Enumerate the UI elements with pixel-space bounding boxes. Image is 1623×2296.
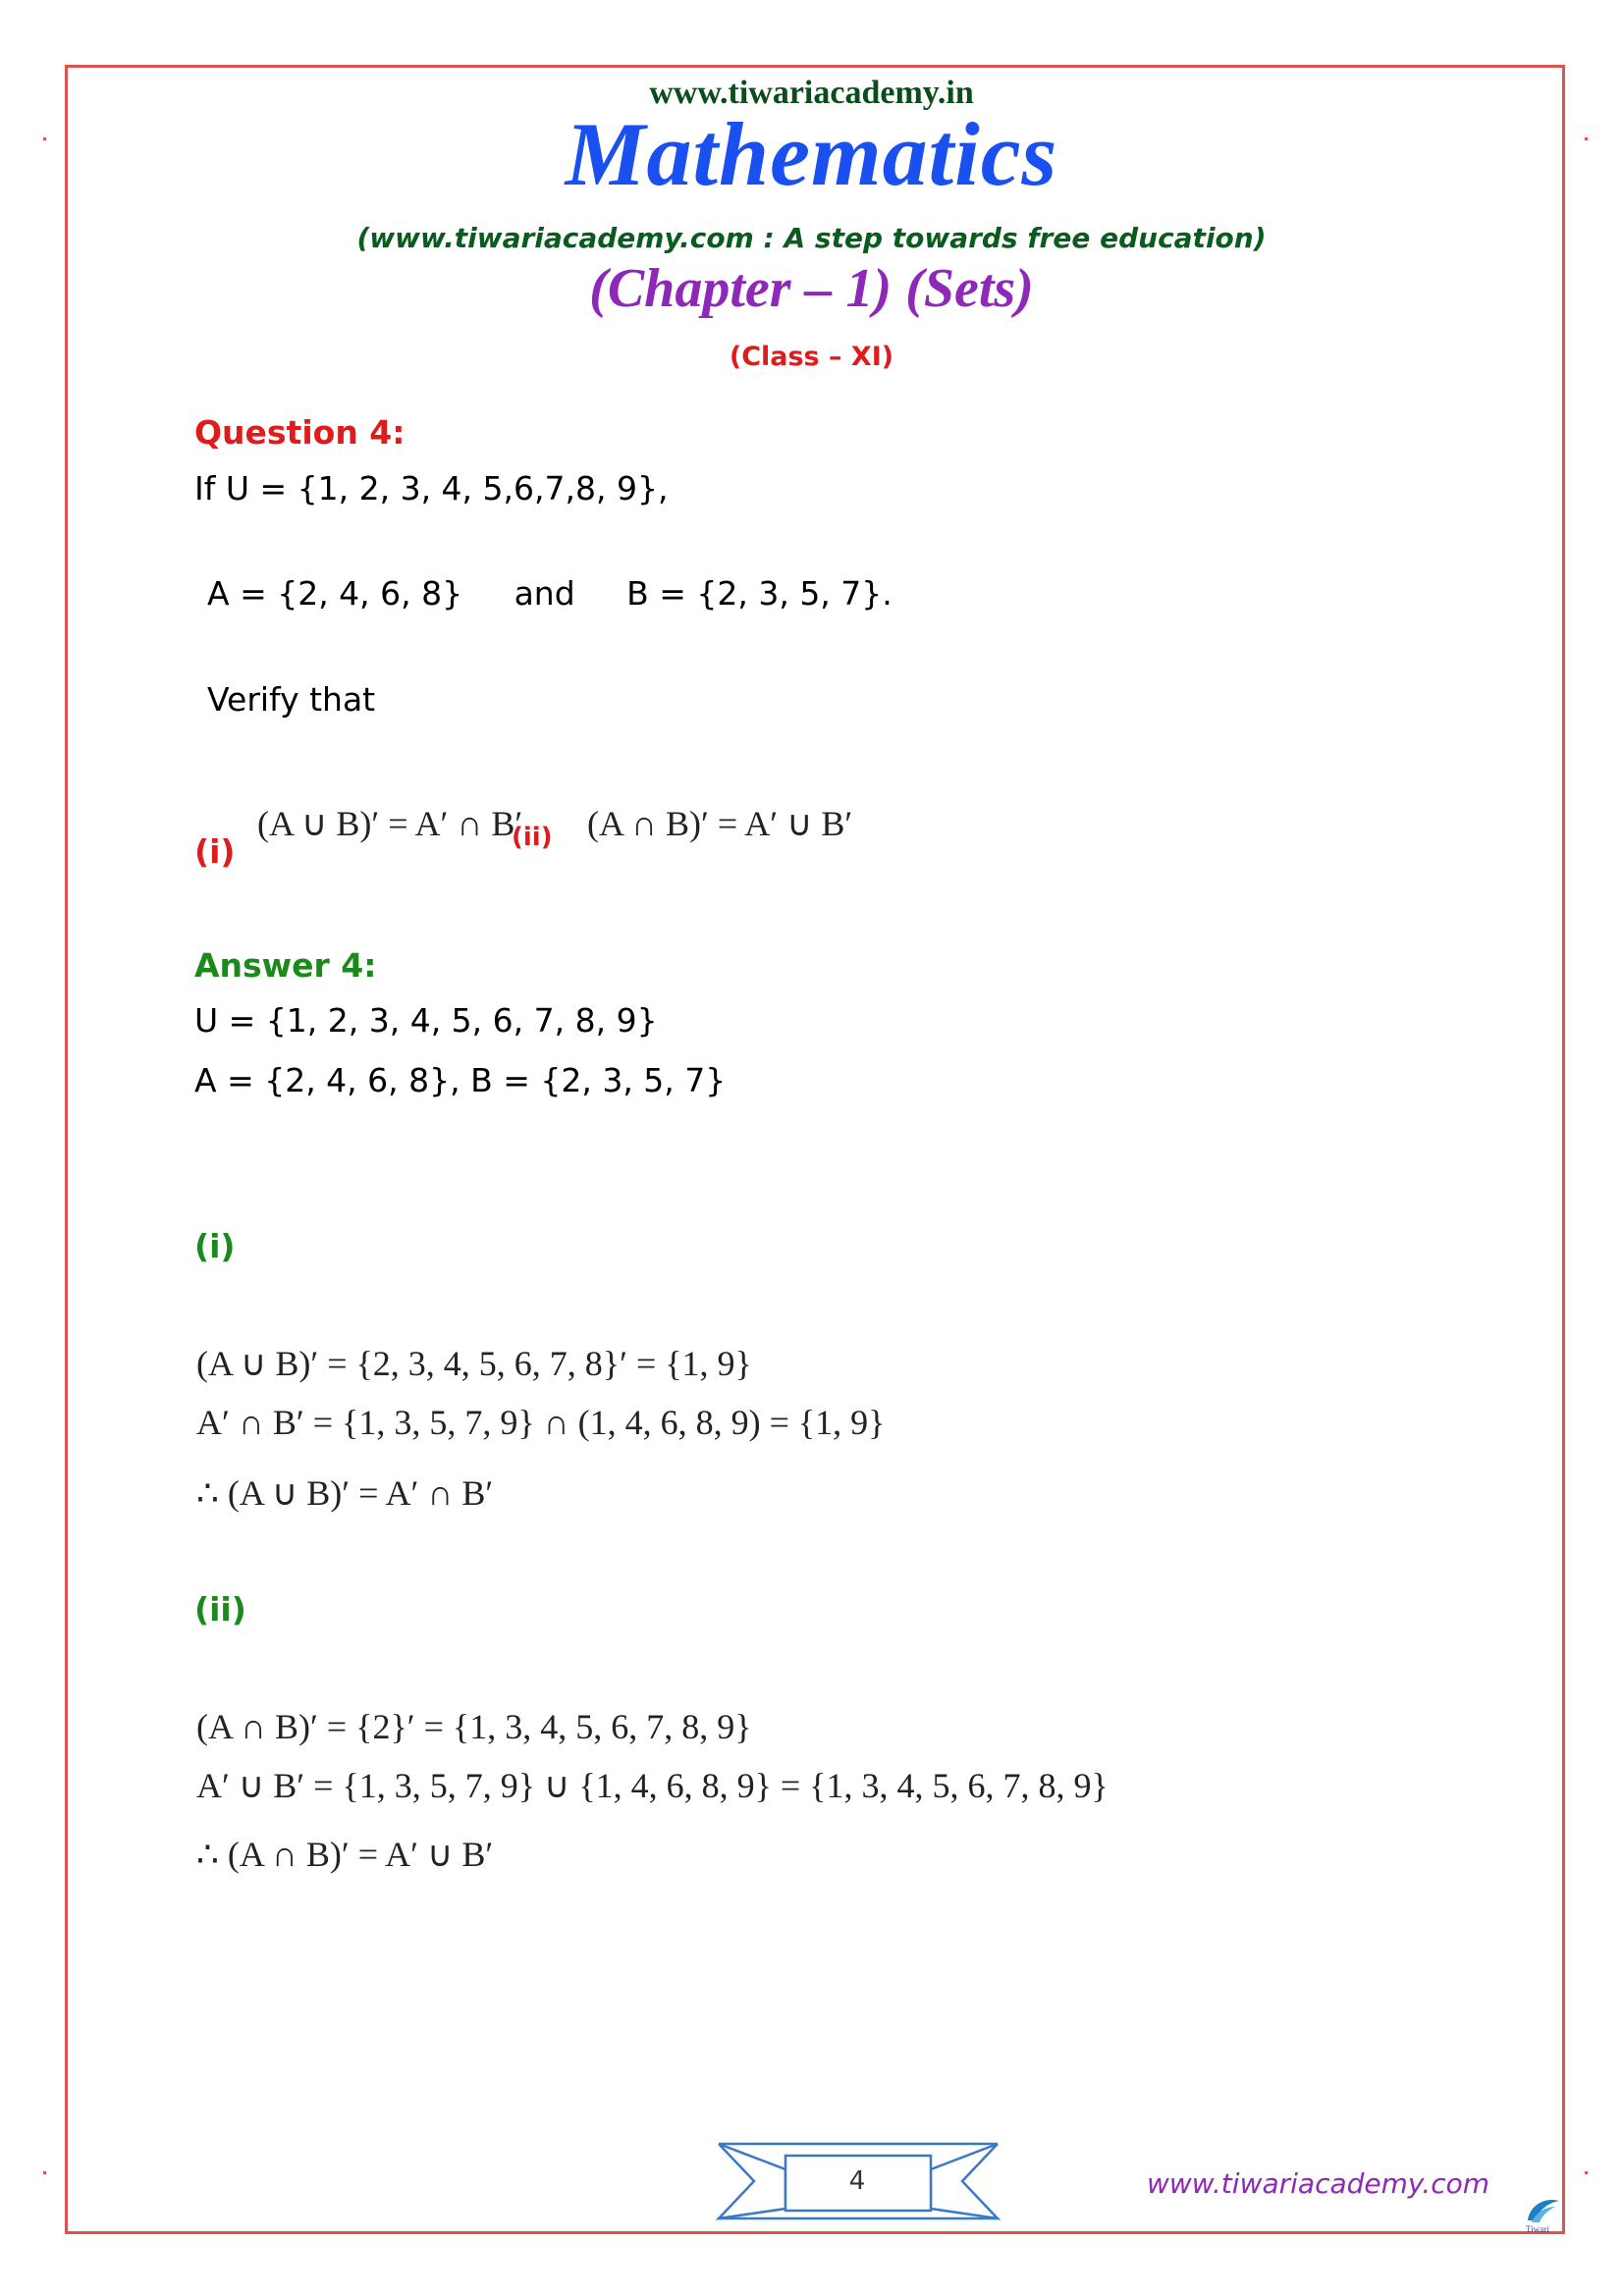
header-subject-title: Mathematics — [565, 104, 1058, 204]
question-line-sets-a-b: A = {2, 4, 6, 8} and B = {2, 3, 5, 7}. — [207, 574, 893, 613]
question-line-verify: Verify that — [207, 680, 376, 719]
footer-site-url[interactable]: www.tiwariacademy.com — [1147, 2167, 1490, 2200]
answer-part-ii-step-3: ∴ (A ∩ B)′ = A′ ∪ B′ — [196, 1835, 494, 1874]
header-class-label: (Class – XI) — [729, 342, 894, 372]
answer-line-universal-set: U = {1, 2, 3, 4, 5, 6, 7, 8, 9} — [194, 1001, 658, 1040]
corner-mark-bottom-right — [1585, 2171, 1588, 2174]
answer-part-ii-step-1: (A ∩ B)′ = {2}′ = {1, 3, 4, 5, 6, 7, 8, 9} — [196, 1707, 752, 1746]
question-part-ii-expression: (A ∩ B)′ = A′ ∪ B′ — [587, 804, 853, 843]
question-part-i-expression: (A ∪ B)′ = A′ ∩ B′ — [257, 804, 523, 843]
corner-mark-bottom-left — [43, 2171, 46, 2174]
header-tagline: (www.tiwariacademy.com : A step towards free education) — [356, 222, 1267, 254]
header-chapter-title: (Chapter – 1) (Sets) — [589, 258, 1034, 319]
page-border — [65, 65, 1565, 2234]
answer-part-i-label: (i) — [194, 1227, 236, 1265]
question-label: Question 4: — [194, 413, 406, 452]
answer-part-ii-step-2: A′ ∪ B′ = {1, 3, 5, 7, 9} ∪ {1, 4, 6, 8, 9} = {1, 3, 4, 5, 6, 7, 8, 9} — [196, 1766, 1109, 1805]
question-part-ii-label: (ii) — [512, 823, 553, 852]
page-number: 4 — [848, 2166, 866, 2196]
answer-line-sets-a-b: A = {2, 4, 6, 8}, B = {2, 3, 5, 7} — [194, 1061, 727, 1099]
header-site-url: www.tiwariacademy.in — [649, 75, 974, 111]
answer-label: Answer 4: — [194, 946, 377, 985]
question-line-universal-set: If U = {1, 2, 3, 4, 5,6,7,8, 9}, — [194, 469, 669, 507]
answer-part-i-step-3: ∴ (A ∪ B)′ = A′ ∩ B′ — [196, 1473, 494, 1513]
logo-wordmark: Tiwari — [1526, 2224, 1549, 2234]
answer-part-ii-label: (ii) — [194, 1590, 246, 1629]
tiwari-logo-icon — [1522, 2193, 1563, 2234]
question-part-i-label: (i) — [194, 832, 236, 871]
answer-part-i-step-1: (A ∪ B)′ = {2, 3, 4, 5, 6, 7, 8}′ = {1, 9} — [196, 1344, 752, 1383]
answer-part-i-step-2: A′ ∩ B′ = {1, 3, 5, 7, 9} ∩ (1, 4, 6, 8, 9) = {1, 9} — [196, 1403, 886, 1442]
